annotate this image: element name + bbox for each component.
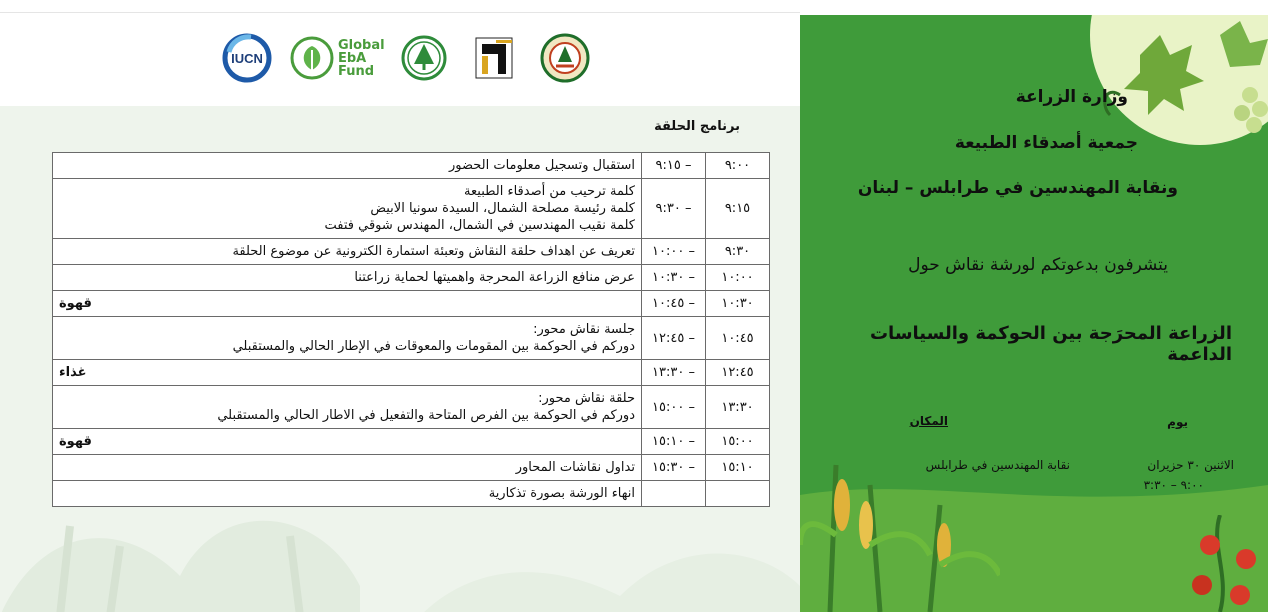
- activity-line: تعريف عن اهداف حلقة النقاش وتعبئة استمارة الكترونية عن موضوع الحلقة: [232, 244, 635, 259]
- start-time-cell: ١٣:٣٠: [706, 386, 770, 429]
- schedule-row: [53, 239, 770, 265]
- friends-of-nature-logo: [400, 28, 448, 88]
- time-dash: –: [684, 330, 695, 346]
- end-time-cell: [642, 317, 706, 360]
- iucn-logo: [221, 28, 273, 88]
- place-label: المكان: [909, 414, 948, 428]
- end-time-cell: [642, 481, 706, 507]
- activity-line: جلسة نقاش محور:: [533, 322, 635, 337]
- ministry-emblem-logo: [538, 28, 592, 88]
- time-dash: –: [684, 270, 695, 285]
- ministry-heading: وزارة الزراعة: [1015, 87, 1128, 107]
- activity-line: كلمة رئيسة مصلحة الشمال، السيدة سونيا الابيض: [370, 201, 635, 216]
- schedule-row: [53, 455, 770, 481]
- association-heading: جمعية أصدقاء الطبيعة: [954, 133, 1138, 153]
- place-value: نقابة المهندسين في طرابلس: [925, 458, 1070, 472]
- activity-cell: [53, 265, 642, 291]
- schedule-row: [53, 317, 770, 360]
- time-dash: –: [680, 201, 692, 216]
- activity-cell: [53, 360, 642, 386]
- time-dash: –: [684, 434, 695, 449]
- end-time: ١٠:٣٠: [652, 270, 685, 285]
- activity-cell: [53, 429, 642, 455]
- end-time-cell: [642, 291, 706, 317]
- activity-line: قهوة: [59, 296, 92, 311]
- end-time: ٩:٣٠: [655, 201, 681, 216]
- schedule-row: [53, 386, 770, 429]
- leaf-hand-icon: [290, 36, 334, 80]
- activity-line: عرض منافع الزراعة المحرجة واهميتها لحماية زراعتنا: [354, 270, 635, 285]
- activity-line: استقبال وتسجيل معلومات الحضور: [448, 158, 635, 173]
- schedule-break-row: [53, 291, 770, 317]
- end-time: ٩:١٥: [655, 158, 681, 173]
- start-time-cell: ٩:٠٠: [706, 153, 770, 179]
- time-dash: –: [684, 296, 695, 311]
- end-time-cell: [642, 429, 706, 455]
- activity-cell: [53, 317, 642, 360]
- syndicate-heading: ونقابة المهندسين في طرابلس – لبنان: [857, 178, 1178, 198]
- start-time-cell: ٩:١٥: [706, 179, 770, 239]
- schedule-break-row: [53, 429, 770, 455]
- activity-line: كلمة نقيب المهندسين في الشمال، المهندس شوقي فتفت: [324, 218, 635, 233]
- end-time-cell: [642, 360, 706, 386]
- time-dash: –: [684, 399, 695, 415]
- end-time-cell: [642, 455, 706, 481]
- activity-cell: [53, 481, 642, 507]
- date-value: الاثنين ٣٠ حزيران: [1147, 458, 1234, 472]
- start-time-cell: [706, 481, 770, 507]
- start-time-cell: ٩:٣٠: [706, 239, 770, 265]
- gef-line-1: Global: [338, 37, 385, 53]
- invite-text: يتشرفون بدعوتكم لورشة نقاش حول: [908, 255, 1168, 275]
- global-eba-fund-logo: [290, 28, 390, 88]
- time-dash: –: [684, 365, 695, 380]
- end-time-cell: [642, 239, 706, 265]
- end-time: ١٥:٣٠: [652, 460, 685, 475]
- engineers-syndicate-logo: [470, 28, 518, 88]
- activity-cell: [53, 179, 642, 239]
- activity-line: غذاء: [59, 365, 87, 380]
- activity-line: انهاء الورشة بصورة تذكارية: [488, 486, 635, 501]
- start-time-cell: ١٠:٠٠: [706, 265, 770, 291]
- activity-cell: [53, 386, 642, 429]
- time-dash: –: [680, 158, 692, 173]
- schedule-row: [53, 481, 770, 507]
- activity-line: دوركم في الحوكمة بين المقومات والمعوقات في الإطار الحالي والمستقبلي: [232, 339, 635, 354]
- activity-line: تداول نقاشات المحاور: [515, 460, 635, 475]
- schedule-break-row: [53, 360, 770, 386]
- start-time-cell: ١٢:٤٥: [706, 360, 770, 386]
- schedule-table: [52, 152, 770, 507]
- iucn-logo-text: IUCN: [231, 51, 263, 66]
- day-label: يوم: [1167, 415, 1188, 429]
- start-time-cell: ١٠:٤٥: [706, 317, 770, 360]
- gef-line-3: Fund: [338, 63, 375, 79]
- activity-line: كلمة ترحيب من أصدقاء الطبيعة: [464, 184, 635, 199]
- end-time: ١٠:٤٥: [652, 296, 685, 311]
- start-time-cell: ١٥:١٠: [706, 455, 770, 481]
- activity-line: قهوة: [59, 434, 92, 449]
- cedar-tree-icon: [400, 34, 448, 82]
- activity-line: دوركم في الحوكمة بين الفرص المتاحة والتفعيل في الاطار الحالي والمستقبلي: [217, 408, 635, 423]
- end-time-cell: [642, 179, 706, 239]
- schedule-row: [53, 153, 770, 179]
- tomato-plant-decoration: [1180, 515, 1268, 612]
- time-value: ٩:٠٠ – ٣:٣٠: [1143, 478, 1204, 492]
- end-time-cell: [642, 153, 706, 179]
- end-time-cell: [642, 265, 706, 291]
- activity-line: حلقة نقاش محور:: [538, 391, 635, 406]
- start-time-cell: ١٠:٣٠: [706, 291, 770, 317]
- end-time: ١٥:٠٠: [652, 399, 685, 415]
- end-time: ١٣:٣٠: [652, 365, 685, 380]
- iucn-icon: [221, 32, 273, 84]
- program-title: برنامج الحلقة: [654, 119, 740, 134]
- time-dash: –: [684, 244, 695, 259]
- invitation-panel: [800, 15, 1268, 612]
- syndicate-emblem-icon: [472, 34, 516, 82]
- end-time-cell: [642, 386, 706, 429]
- end-time: ١٠:٠٠: [652, 244, 685, 259]
- workshop-topic: الزراعة المحرَجة بين الحوكمة والسياسات الداعمة: [869, 323, 1232, 365]
- end-time: ١٥:١٠: [652, 434, 685, 449]
- schedule-row: [53, 179, 770, 239]
- end-time: ١٢:٤٥: [652, 330, 685, 346]
- start-time-cell: ١٥:٠٠: [706, 429, 770, 455]
- gef-line-2: EbA: [338, 50, 367, 66]
- activity-cell: [53, 455, 642, 481]
- time-dash: –: [684, 460, 695, 475]
- ministry-seal-icon: [539, 32, 591, 84]
- activity-cell: [53, 153, 642, 179]
- schedule-row: [53, 265, 770, 291]
- activity-cell: [53, 239, 642, 265]
- activity-cell: [53, 291, 642, 317]
